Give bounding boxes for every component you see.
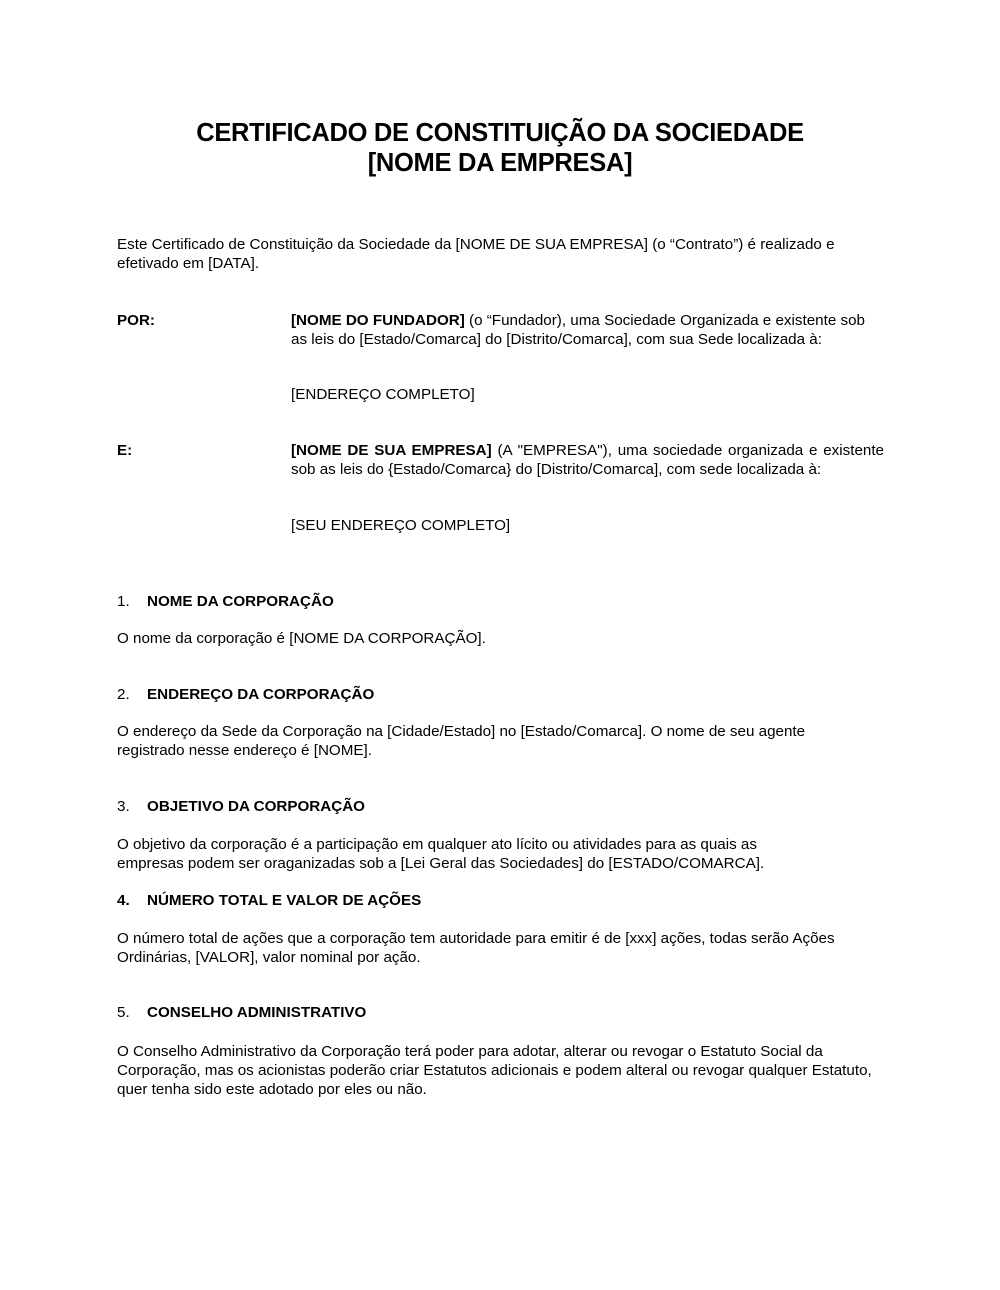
founder-description: (o “Fundador), uma Sociedade Organizada e existente sob as leis do [Estado/Comarca] do [Distrito/Comarca], com sua Sede localizada à: [291, 312, 865, 348]
founder-name: [NOME DO FUNDADOR] [291, 312, 465, 329]
party-company [291, 441, 884, 479]
document-title: CERTIFICADO DE CONSTITUIÇÃO DA SOCIEDADE [196, 119, 804, 147]
section-number: 3. [117, 798, 130, 815]
party-label-por: POR: [117, 312, 155, 329]
company-description: (A "EMPRESA"), uma sociedade organizada e existente sob as leis do {Estado/Comarca} do [Distrito/Comarca], com sede localizada à: [291, 442, 884, 478]
section-3-heading [117, 797, 365, 816]
section-1-heading [117, 592, 334, 611]
section-title: ENDEREÇO DA CORPORAÇÃO [147, 686, 375, 703]
section-number: 1. [117, 593, 130, 610]
company-name: [NOME DE SUA EMPRESA] [291, 442, 492, 459]
section-3-body: O objetivo da corporação é a participação em qualquer ato lícito ou atividades para as quais as empresas podem ser oraganizadas sob a [Lei Geral das Sociedades] do [ESTADO/COMARCA]. [117, 836, 765, 872]
party-label-e: E: [117, 442, 133, 459]
section-title: NOME DA CORPORAÇÃO [147, 593, 334, 610]
section-title: CONSELHO ADMINISTRATIVO [147, 1004, 367, 1021]
section-number: 2. [117, 686, 130, 703]
company-address: [SEU ENDEREÇO COMPLETO] [291, 517, 511, 534]
section-5-body: O Conselho Administrativo da Corporação terá poder para adotar, alterar ou revogar o Estatuto Social da Corporação, mas os acionistas poderão criar Estatutos adicionais e podem alteral ou revogar qualquer Estatuto, quer tenha sido este adotado por eles ou não. [117, 1043, 872, 1098]
section-1-body: O nome da corporação é [NOME DA CORPORAÇÃO]. [117, 630, 486, 647]
section-2-body: O endereço da Sede da Corporação na [Cidade/Estado] no [Estado/Comarca]. O nome de seu agente registrado nesse endereço é [NOME]. [117, 723, 806, 759]
intro-paragraph: Este Certificado de Constituição da Sociedade da [NOME DE SUA EMPRESA] (o “Contrato”) é realizado e efetivado em [DATA]. [117, 236, 835, 272]
section-2-heading [117, 685, 374, 704]
founder-address: [ENDEREÇO COMPLETO] [291, 386, 475, 403]
section-4-heading [117, 891, 421, 910]
company-name-title: [NOME DA EMPRESA] [367, 149, 633, 177]
section-title: OBJETIVO DA CORPORAÇÃO [147, 798, 365, 815]
section-5-heading [117, 1003, 366, 1022]
section-number: 5. [117, 1004, 130, 1021]
section-4-body: O número total de ações que a corporação tem autoridade para emitir é de [xxx] ações, todas serão Ações Ordinárias, [VALOR], valor nominal por ação. [117, 930, 835, 966]
party-founder [291, 311, 884, 349]
section-title: NÚMERO TOTAL E VALOR DE AÇÕES [147, 892, 422, 909]
section-number: 4. [117, 892, 130, 909]
